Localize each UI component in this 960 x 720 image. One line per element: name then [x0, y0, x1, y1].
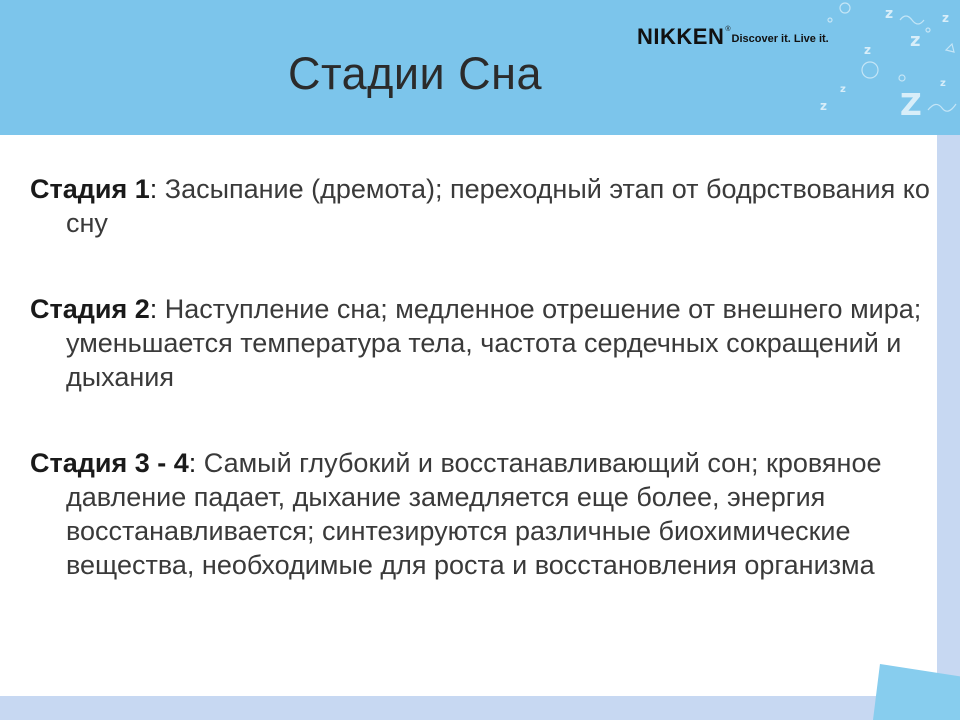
stage-label: Стадия 2 — [30, 294, 150, 324]
svg-text:z: z — [820, 99, 827, 113]
nikken-brand-logo — [637, 24, 829, 50]
svg-text:z: z — [942, 11, 949, 25]
registered-mark: ® — [725, 26, 731, 33]
brand-name: NIKKEN — [637, 24, 725, 49]
stage-description: Засыпание (дремота); переходный этап от бодрствования ко сну — [66, 174, 930, 238]
stage-item-3-4 — [30, 446, 930, 582]
svg-text:Z: Z — [900, 88, 922, 123]
stage-description: Самый глубокий и восстанавливающий сон; кровяное давление падает, дыхание замедляется еще более, энергия восстанавливается; синтезируются различные биохимические вещества, необходимые для роста и восстановления организма — [66, 448, 882, 580]
stage-separator: : — [149, 294, 158, 324]
sleep-z-decoration-icon — [800, 0, 960, 135]
bottom-accent-strip — [0, 696, 960, 720]
stage-label: Стадия 3 - 4 — [30, 448, 189, 478]
svg-text:z: z — [885, 6, 894, 22]
side-accent-strip — [937, 135, 960, 720]
stage-separator: : — [149, 174, 158, 204]
svg-text:z: z — [940, 78, 946, 89]
svg-text:z: z — [840, 84, 846, 95]
stage-label: Стадия 1 — [30, 174, 150, 204]
stage-item-2 — [30, 292, 930, 394]
brand-tagline: Discover it. Live it. — [731, 33, 829, 45]
stages-list — [30, 172, 930, 582]
svg-text:z: z — [864, 43, 871, 57]
stage-separator: : — [188, 448, 197, 478]
header-banner — [0, 0, 960, 135]
slide-title: Стадии Сна — [288, 48, 543, 99]
stage-description: Наступление сна; медленное отрешение от внешнего мира; уменьшается температура тела, частота сердечных сокращений и дыхания — [66, 294, 922, 392]
stage-item-1 — [30, 172, 930, 240]
svg-text:z: z — [910, 30, 921, 51]
